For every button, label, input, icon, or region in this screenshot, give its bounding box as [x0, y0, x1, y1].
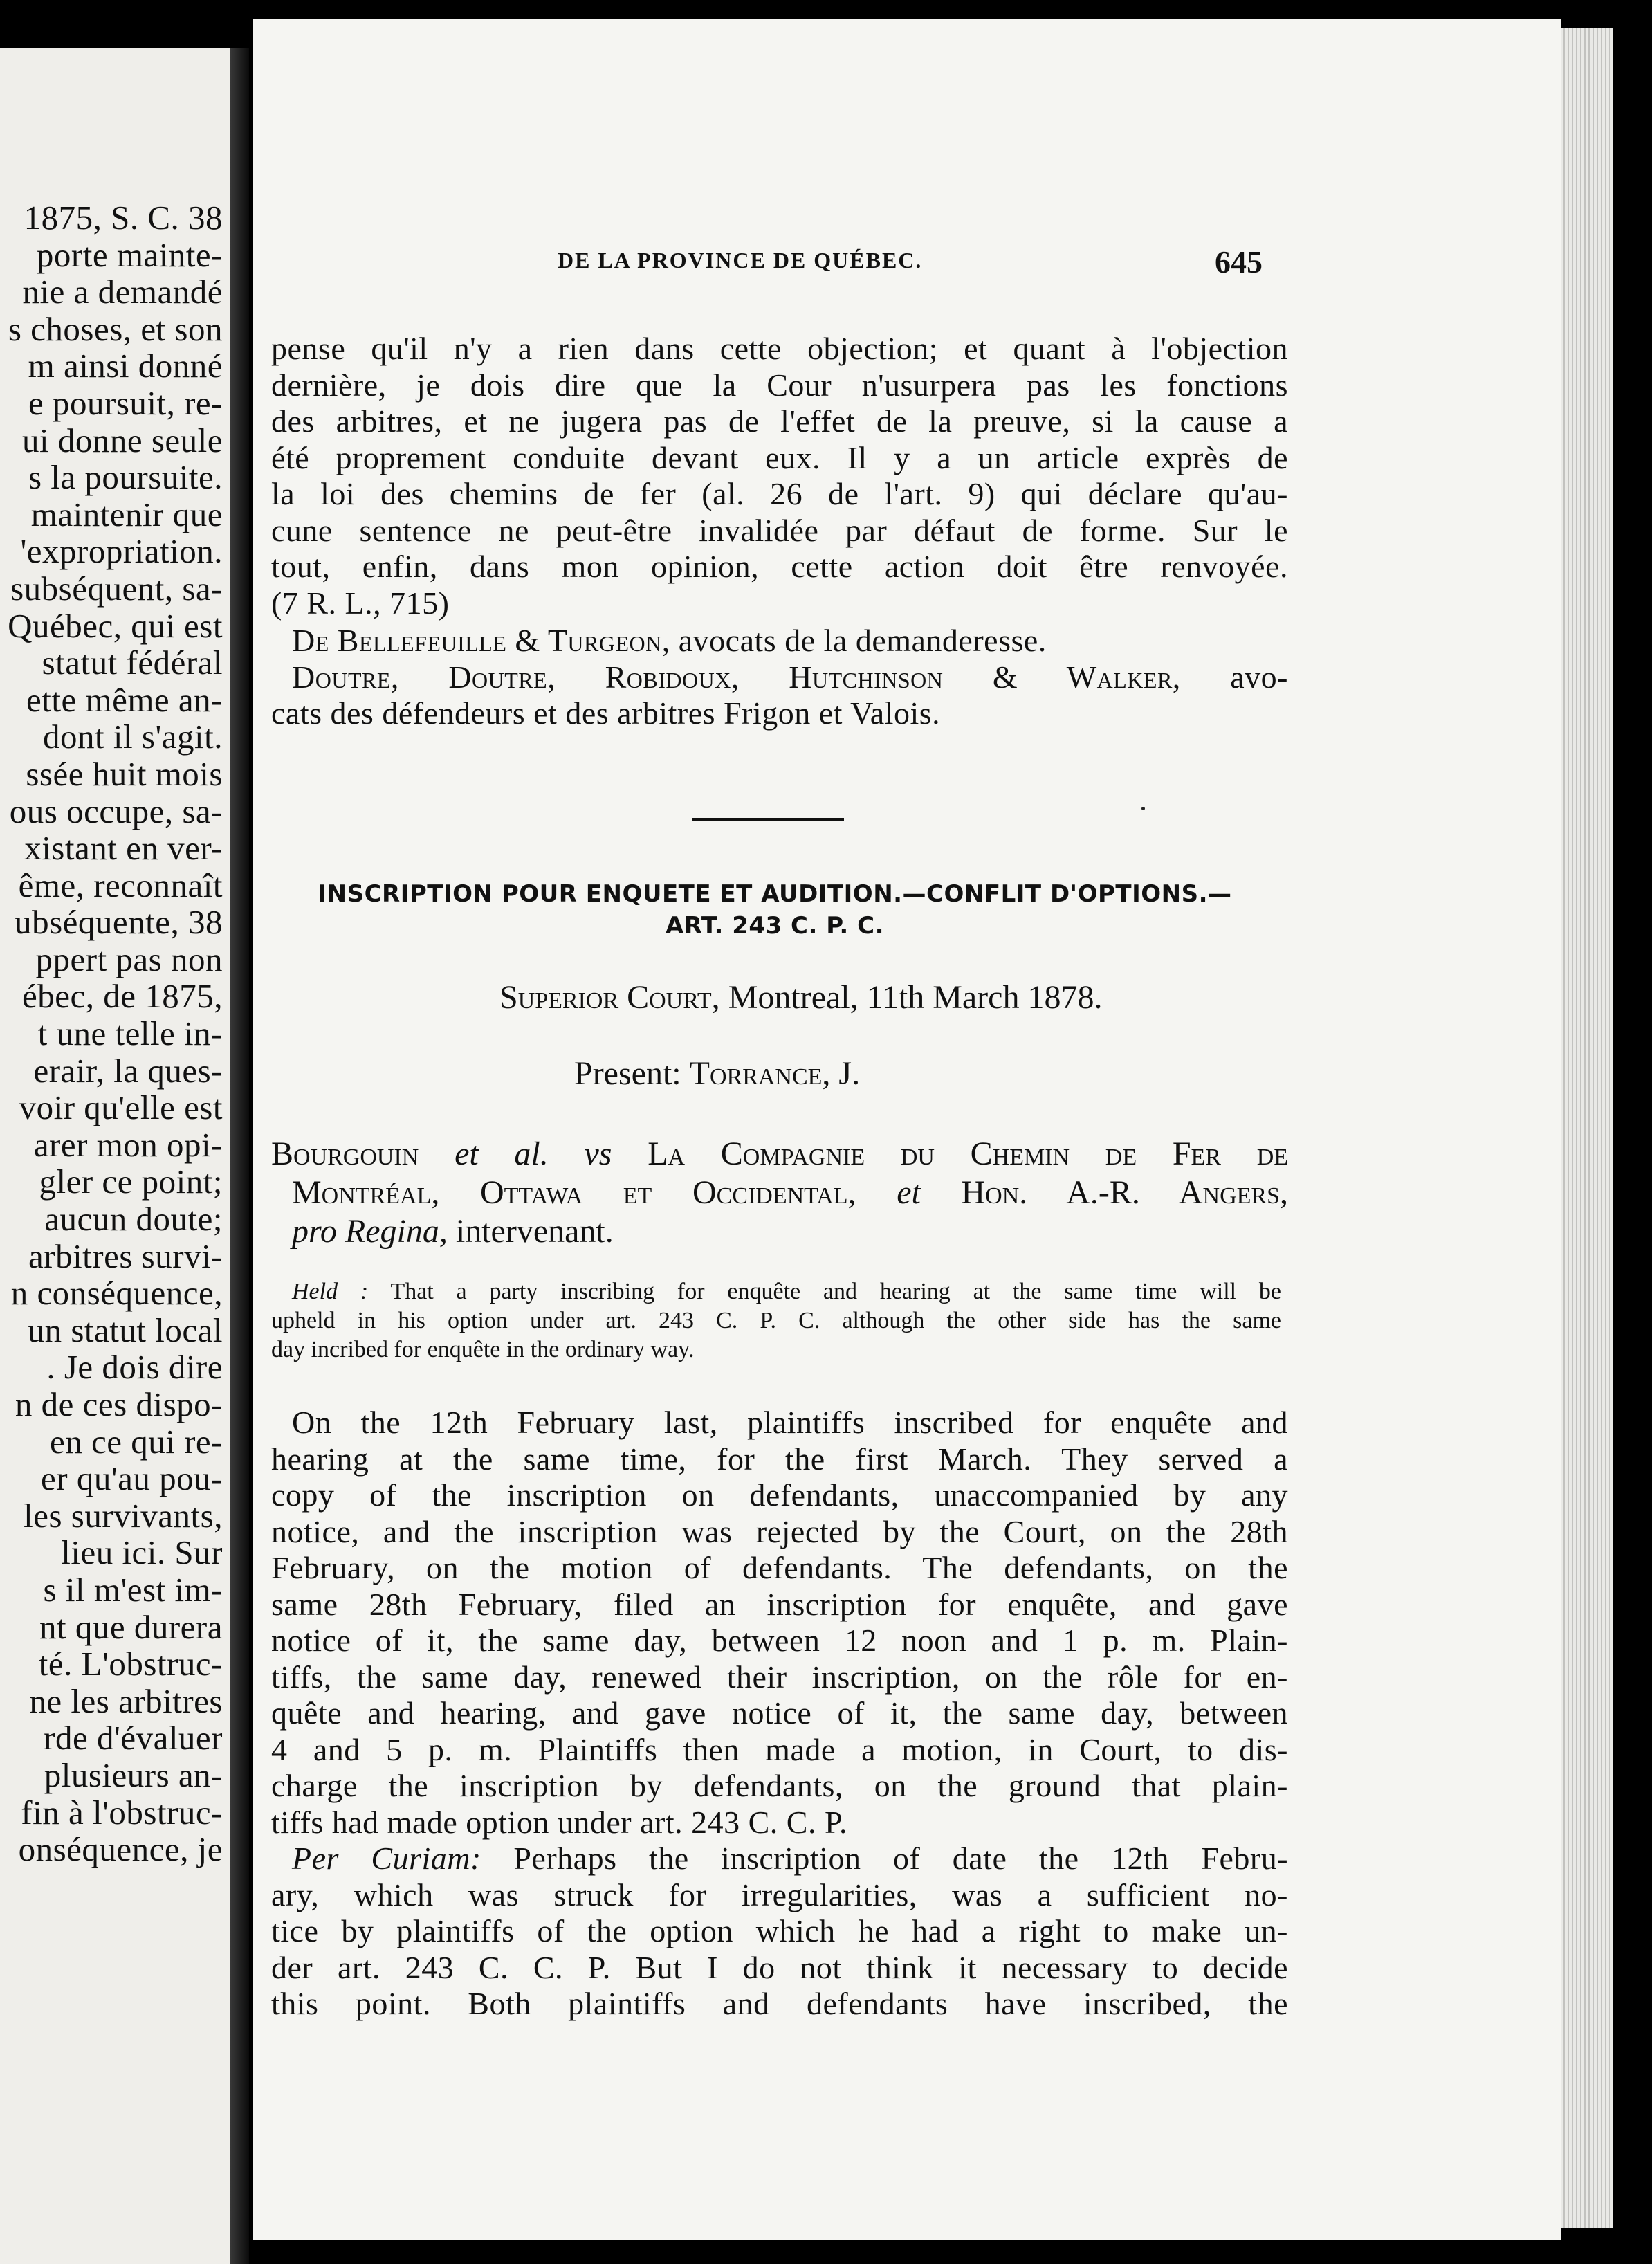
parties-line — [271, 1135, 1288, 1174]
body-paragraph — [271, 1405, 1288, 2023]
left-page-line: ébec, de 1875, — [22, 977, 223, 1016]
text-line: tice by plaintiffs of the option which he had a right to make un- — [271, 1913, 1288, 1948]
left-page-line: ous occupe, sa- — [9, 792, 223, 830]
left-page-line: arer mon opi- — [33, 1125, 223, 1164]
court-name: Superior Court, — [499, 979, 720, 1016]
held-label: Held : — [292, 1279, 369, 1304]
left-page-line: fin à l'obstruc- — [21, 1793, 223, 1832]
defendant-name: Montréal, Ottawa et Occidental, — [292, 1174, 856, 1211]
left-page-line: xistant en ver- — [24, 829, 223, 868]
et-al: et al. — [455, 1135, 549, 1172]
left-page-line: plusieurs an- — [44, 1755, 223, 1794]
text-line: cune sentence ne peut-être invalidée par défaut de forme. Sur le — [271, 512, 1288, 548]
text-line: charge the inscription by defendants, on the ground that plain- — [271, 1768, 1288, 1803]
per-curiam-text: Perhaps the inscription of date the 12th Febru- — [513, 1841, 1289, 1876]
judge-name: Torrance, J. — [689, 1055, 861, 1092]
print-speck — [1141, 807, 1145, 810]
plaintiff-name: Bourgouin — [271, 1135, 419, 1172]
text-line: 4 and 5 p. m. Plaintiffs then made a motion, in Court, to dis- — [271, 1731, 1288, 1767]
left-page-text — [8, 199, 223, 1868]
left-page-line: s il m'est im- — [43, 1570, 223, 1609]
left-page-line: voir qu'elle est — [19, 1088, 223, 1127]
headnote-line: day incribed for enquête in the ordinary way. — [271, 1337, 695, 1362]
left-page-line: ette même an- — [26, 680, 223, 719]
counsel-line — [271, 623, 1288, 659]
court-line — [499, 978, 1102, 1016]
parties-line — [271, 1174, 1288, 1212]
headnote-line — [271, 1277, 1281, 1306]
left-page-line: onséquence, je — [18, 1830, 223, 1869]
top-paragraph — [271, 331, 1288, 621]
left-page-line: gler ce point; — [39, 1162, 223, 1201]
intervenant-label: intervenant. — [455, 1213, 614, 1250]
left-page-line: ssée huit mois — [26, 754, 223, 793]
left-page-line: dont il s'agit. — [43, 718, 223, 756]
headnote-text: That a party inscribing for enquête and hearing at the same time will be — [390, 1279, 1281, 1304]
counsel-names: De Bellefeuille & Turgeon, — [292, 623, 670, 658]
counsel-text: avo- — [1230, 659, 1288, 695]
text-line: la loi des chemins de fer (al. 26 de l'art. 9) qui déclare qu'au- — [271, 476, 1288, 511]
running-header: DE LA PROVINCE DE QUÉBEC. — [558, 248, 923, 273]
text-line: notice of it, the same day, between 12 noon and 1 p. m. Plain- — [271, 1623, 1288, 1658]
present-label: Present: — [574, 1055, 681, 1092]
left-page-line: les survivants, — [24, 1496, 223, 1535]
text-line: hearing at the same time, for the first March. They served a — [271, 1441, 1288, 1477]
headnote — [271, 1277, 1281, 1364]
left-page-line: . Je dois dire — [46, 1348, 223, 1387]
book-gutter — [230, 48, 249, 2264]
left-page-line: rde d'évaluer — [44, 1719, 223, 1758]
text-line: pense qu'il n'y a rien dans cette objection; et quant à l'objection — [271, 331, 1288, 366]
left-page-line: porte mainte- — [36, 235, 223, 274]
left-page-line: e poursuit, re- — [28, 383, 223, 422]
text-line: same 28th February, filed an inscription for enquête, and gave — [271, 1586, 1288, 1622]
per-curiam-label: Per Curiam: — [292, 1841, 481, 1876]
left-page-line: 1875, S. C. 38 — [24, 199, 223, 237]
left-page-line: maintenir que — [30, 495, 223, 533]
text-line: tout, enfin, dans mon opinion, cette action doit être renvoyée. — [271, 549, 1288, 584]
text-line: February, on the motion of defendants. The defendants, on the — [271, 1550, 1288, 1585]
text-line: été proprement conduite devant eux. Il y a un article exprès de — [271, 439, 1288, 475]
counsel-names: Doutre, Doutre, Robidoux, Hutchinson & Walker, — [292, 659, 1181, 695]
left-page-line: n conséquence, — [10, 1274, 223, 1313]
text-line: this point. Both plaintiffs and defendants have inscribed, the — [271, 1986, 1288, 2021]
left-page-line: statut fédéral — [42, 643, 223, 682]
versus: vs — [584, 1135, 612, 1172]
counsel-line: cats des défendeurs et des arbitres Frigon et Valois. — [271, 695, 941, 731]
court-place-date: Montreal, 11th March 1878. — [728, 979, 1103, 1016]
left-page-line: s la poursuite. — [28, 458, 223, 497]
text-line: quête and hearing, and gave notice of it, the same day, between — [271, 1695, 1288, 1731]
et-conjunction: et — [897, 1174, 921, 1211]
left-page-line: lieu ici. Sur — [61, 1533, 223, 1572]
left-page-line: nie a demandé — [22, 273, 223, 311]
left-page-line: té. L'obstruc- — [38, 1645, 223, 1683]
intervenant-name: Hon. A.-R. Angers, — [961, 1174, 1289, 1211]
text-line: des arbitres, et ne jugera pas de l'effet de la preuve, si la cause a — [271, 403, 1288, 439]
left-page-line: er qu'au pou- — [41, 1459, 223, 1498]
text-line: tiffs, the same day, renewed their inscription, on the rôle for en- — [271, 1659, 1288, 1695]
text-line: der art. 243 C. C. P. But I do not think it necessary to decide — [271, 1949, 1288, 1985]
left-page-line: en ce qui re- — [50, 1422, 223, 1461]
counsel-block — [271, 623, 1288, 732]
left-page-line: ui donne seule — [21, 421, 223, 459]
headnote-line: upheld in his option under art. 243 C. P. C. although the other side has the same — [271, 1308, 1281, 1333]
left-facing-page — [0, 48, 230, 2264]
left-page-line: ppert pas non — [35, 940, 223, 978]
text-line: dernière, je dois dire que la Cour n'usurpera pas les fonctions — [271, 367, 1288, 403]
left-page-line: ne les arbitres — [29, 1681, 223, 1720]
page-edges — [1561, 28, 1613, 2228]
left-page-line: m ainsi donné — [28, 347, 223, 385]
left-page-line: n de ces dispo- — [15, 1385, 223, 1423]
left-page-line: aucun doute; — [44, 1200, 223, 1239]
present-line — [574, 1055, 860, 1093]
text-line: tiffs had made option under art. 243 C. C. P. — [271, 1804, 847, 1840]
left-page-line: subséquent, sa- — [10, 569, 223, 608]
counsel-text: avocats de la demanderesse. — [678, 623, 1047, 658]
text-line: copy of the inscription on defendants, unaccompanied by any — [271, 1477, 1288, 1513]
defendant-name: La Compagnie du Chemin de Fer de — [648, 1135, 1289, 1172]
text-line: (7 R. L., 715) — [271, 585, 450, 621]
left-page-line: erair, la ques- — [33, 1051, 223, 1090]
left-page-line: un statut local — [27, 1311, 223, 1349]
case-title-line: INSCRIPTION POUR ENQUETE ET AUDITION.—CONFLIT D'OPTIONS.— — [318, 880, 1232, 908]
per-curiam-line — [271, 1841, 1288, 1877]
counsel-line — [271, 659, 1288, 696]
left-page-line: 'expropriation. — [20, 532, 223, 571]
left-page-line: arbitres survi- — [28, 1236, 223, 1275]
pro-regina: pro Regina, — [292, 1213, 448, 1250]
parties-block — [271, 1135, 1288, 1251]
left-page-line: t une telle in- — [37, 1014, 223, 1053]
left-page-line: Québec, qui est — [8, 606, 223, 645]
left-page-line: ubséquente, 38 — [15, 903, 223, 942]
case-title-line: ART. 243 C. P. C. — [665, 912, 885, 940]
text-line: ary, which was struck for irregularities, was a sufficient no- — [271, 1877, 1288, 1912]
left-page-line: ême, reconnaît — [18, 866, 223, 904]
left-page-line: nt que durera — [39, 1607, 223, 1646]
text-line: notice, and the inscription was rejected by the Court, on the 28th — [271, 1513, 1288, 1549]
page-number: 645 — [1215, 244, 1263, 280]
parties-line — [271, 1212, 1288, 1251]
section-divider — [692, 818, 844, 821]
left-page-line: s choses, et son — [8, 309, 223, 348]
text-line: On the 12th February last, plaintiffs inscribed for enquête and — [292, 1405, 1288, 1440]
